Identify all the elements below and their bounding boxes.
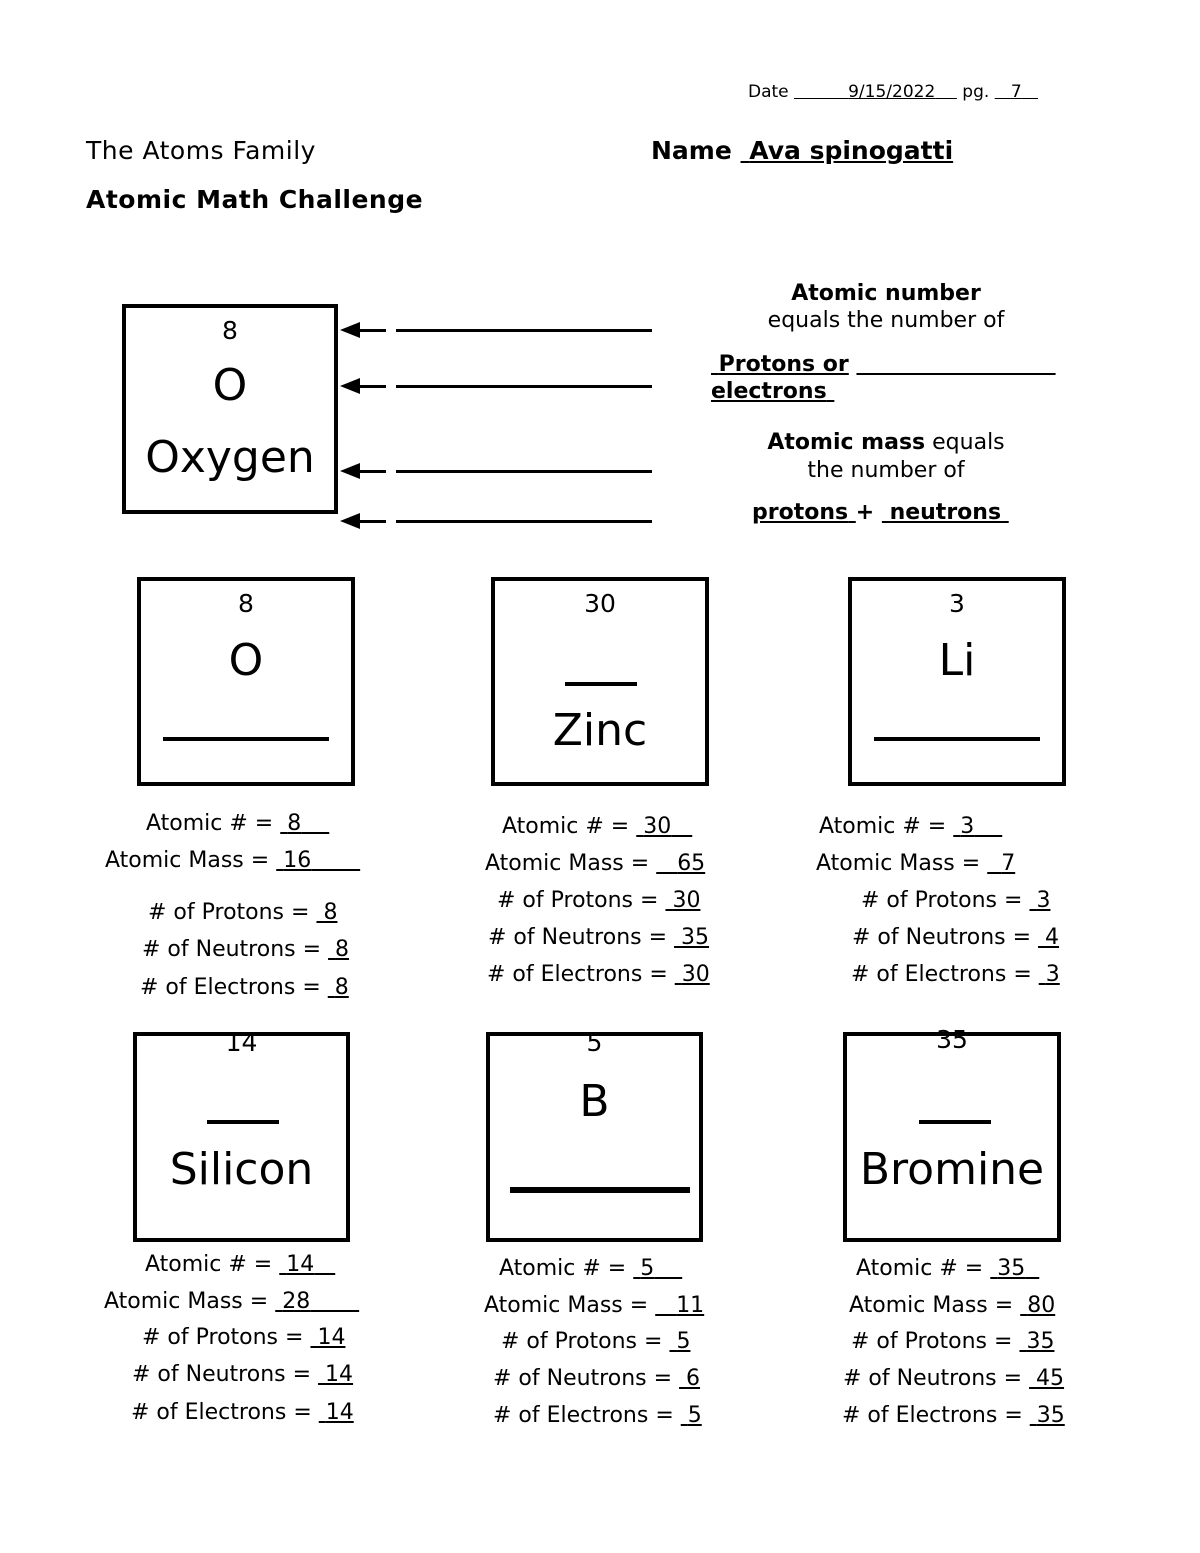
neutrons-row: # of Neutrons = 4 <box>852 925 1060 950</box>
answer-field[interactable]: 5 <box>687 1403 702 1428</box>
electrons-row: # of Electrons = 3 <box>851 962 1060 987</box>
answer-line[interactable] <box>396 329 652 332</box>
key-element-name: Oxygen <box>145 432 315 483</box>
answer-field[interactable]: 14 <box>325 1362 354 1387</box>
atomic-number-row: Atomic # = 14 <box>145 1252 335 1277</box>
tile-symbol: Li <box>938 635 976 686</box>
answer-protons-neutrons[interactable]: protons + neutrons <box>752 500 1002 525</box>
answer-field[interactable]: 14 <box>286 1252 315 1277</box>
atomic-number-text: equals the number of <box>767 308 1005 333</box>
element-tile <box>843 1025 1061 1242</box>
key-element-tile <box>122 304 338 514</box>
worksheet-title: The Atoms Family <box>86 136 316 165</box>
answer-field[interactable]: 65 <box>677 851 706 876</box>
tile-element-name: Zinc <box>552 705 648 756</box>
protons-row: # of Protons = 8 <box>148 900 338 925</box>
answer-field[interactable]: 35 <box>1026 1329 1055 1354</box>
tile-element-name: Bromine <box>859 1144 1045 1195</box>
answer-field[interactable]: 5 <box>640 1256 655 1281</box>
answer-field[interactable]: 80 <box>1027 1293 1056 1318</box>
atomic-number-title: Atomic number <box>791 281 981 306</box>
atomic-number-row: Atomic # = 8 <box>146 811 329 836</box>
answer-field[interactable]: 7 <box>1001 851 1016 876</box>
key-symbol: O <box>212 360 248 411</box>
tile-symbol-blank[interactable] <box>565 682 637 686</box>
answer-field[interactable]: 3 <box>960 814 975 839</box>
answer-field[interactable]: 16 <box>283 848 312 873</box>
tile-atomic-number: 35 <box>936 1025 968 1054</box>
page-label: pg. <box>962 82 990 102</box>
answer-field[interactable]: 8 <box>334 975 349 1000</box>
tile-name-blank[interactable] <box>874 737 1040 741</box>
electrons-row: # of Electrons = 14 <box>131 1400 354 1425</box>
answer-field[interactable]: 35 <box>997 1256 1026 1281</box>
atomic-mass-row: Atomic Mass = 28 <box>104 1289 359 1314</box>
neutrons-row: # of Neutrons = 14 <box>132 1362 354 1387</box>
tile-name-blank[interactable] <box>510 1187 690 1193</box>
answer-field[interactable]: 5 <box>676 1329 691 1354</box>
tile-atomic-number: 5 <box>586 1028 603 1057</box>
date-label: Date <box>748 82 789 102</box>
element-tile <box>491 577 709 786</box>
answer-field[interactable]: 3 <box>1036 888 1051 913</box>
answer-field[interactable]: 8 <box>335 937 350 962</box>
answer-field[interactable]: 8 <box>287 811 302 836</box>
answer-line[interactable] <box>396 520 652 523</box>
answer-field[interactable]: 30 <box>643 814 672 839</box>
protons-row: # of Protons = 14 <box>142 1325 346 1350</box>
answer-field[interactable]: 30 <box>681 962 710 987</box>
electrons-row: # of Electrons = 5 <box>493 1403 702 1428</box>
tile-symbol: B <box>579 1076 610 1127</box>
tile-element-name: Silicon <box>169 1144 314 1195</box>
tile-symbol-blank[interactable] <box>207 1120 279 1124</box>
atomic-mass-row: Atomic Mass = 80 <box>849 1293 1056 1318</box>
atomic-number-row: Atomic # = 5 <box>499 1256 682 1281</box>
neutrons-row: # of Neutrons = 45 <box>843 1366 1065 1391</box>
date-field[interactable]: 9/15/2022 <box>848 82 936 102</box>
answer-field[interactable]: 4 <box>1045 925 1060 950</box>
answer-field[interactable]: 35 <box>1036 1403 1065 1428</box>
answer-field[interactable]: 14 <box>317 1325 346 1350</box>
protons-row: # of Protons = 5 <box>501 1329 691 1354</box>
answer-field[interactable]: 6 <box>686 1366 701 1391</box>
answer-field[interactable]: 11 <box>676 1293 705 1318</box>
answer-field[interactable]: 45 <box>1036 1366 1065 1391</box>
answer-electrons[interactable]: electrons <box>711 379 827 404</box>
atomic-mass-def: Atomic mass equals <box>767 430 1005 455</box>
neutrons-row: # of Neutrons = 35 <box>488 925 710 950</box>
tile-atomic-number: 14 <box>225 1028 258 1057</box>
tile-atomic-number: 30 <box>584 589 616 618</box>
answer-line[interactable] <box>396 470 652 473</box>
answer-field[interactable]: 30 <box>672 888 701 913</box>
name-row <box>651 136 953 165</box>
element-tile <box>133 1028 350 1242</box>
protons-row: # of Protons = 30 <box>497 888 701 913</box>
protons-row: # of Protons = 3 <box>861 888 1051 913</box>
answer-field[interactable]: 35 <box>681 925 710 950</box>
element-tile <box>848 577 1066 786</box>
atomic-mass-row: Atomic Mass = 11 <box>484 1293 705 1318</box>
tile-atomic-number: 8 <box>238 589 254 618</box>
answer-field[interactable]: 28 <box>282 1289 311 1314</box>
tile-symbol-blank[interactable] <box>919 1120 991 1124</box>
element-tile <box>486 1028 703 1242</box>
tile-name-blank[interactable] <box>163 737 329 741</box>
electrons-row: # of Electrons = 30 <box>487 962 710 987</box>
electrons-row: # of Electrons = 8 <box>140 975 349 1000</box>
tile-symbol: O <box>228 635 264 686</box>
answer-field[interactable]: 8 <box>323 900 338 925</box>
neutrons-row: # of Neutrons = 8 <box>142 937 350 962</box>
tile-atomic-number: 3 <box>949 589 965 618</box>
atomic-number-row: Atomic # = 30 <box>502 814 692 839</box>
answer-field[interactable]: 3 <box>1045 962 1060 987</box>
answer-field[interactable]: 14 <box>325 1400 354 1425</box>
atomic-mass-row: Atomic Mass = 65 <box>485 851 706 876</box>
answer-line[interactable] <box>396 385 652 388</box>
element-tile <box>137 577 355 786</box>
atomic-number-row: Atomic # = 35 <box>856 1256 1039 1281</box>
page-field[interactable]: 7 <box>1010 82 1022 102</box>
name-field[interactable]: Ava spinogatti <box>749 136 954 165</box>
electrons-row: # of Electrons = 35 <box>842 1403 1065 1428</box>
neutrons-row: # of Neutrons = 6 <box>493 1366 701 1391</box>
atomic-mass-row: Atomic Mass = 7 <box>816 851 1016 876</box>
atomic-number-row: Atomic # = 3 <box>819 814 1002 839</box>
name-label: Name <box>651 136 732 165</box>
atomic-mass-text: the number of <box>807 458 965 483</box>
worksheet-subtitle: Atomic Math Challenge <box>86 185 424 214</box>
key-atomic-number: 8 <box>222 316 238 345</box>
protons-row: # of Protons = 35 <box>851 1329 1055 1354</box>
answer-protons-electrons[interactable]: Protons or <box>718 352 849 377</box>
date-line <box>748 82 1038 102</box>
atomic-mass-row: Atomic Mass = 16 <box>105 848 360 873</box>
